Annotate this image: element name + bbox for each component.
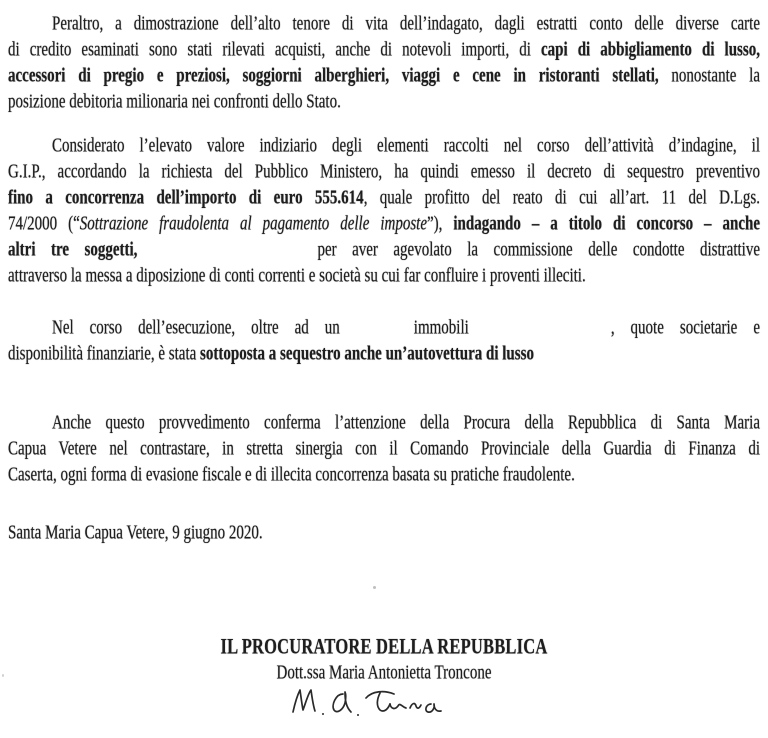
text-segment: nonostante la xyxy=(658,65,760,87)
text-segment: indagando – a titolo di concorso – anche xyxy=(453,213,760,235)
text-segment: capi di abbigliamento di lusso, xyxy=(540,39,760,61)
text-segment: , quale profitto del reato di cui all’art. 11 del D.Lgs. xyxy=(363,187,761,209)
text-segment: Considerato l’elevato valore indiziario degli elementi raccolti nel corso dell’attività d’indagine, il xyxy=(52,135,760,157)
paragraph xyxy=(8,316,760,368)
document-body xyxy=(8,12,760,489)
text-segment: , quote societarie e xyxy=(610,317,760,339)
scan-speck xyxy=(373,586,376,589)
paragraph xyxy=(8,12,760,116)
signature-block xyxy=(8,635,760,723)
text-segment: ”), xyxy=(426,213,454,235)
text-segment: posizione debitoria milionaria nei confronti dello Stato. xyxy=(8,91,341,113)
text-line xyxy=(8,463,760,489)
text-segment: disponibilità finanziarie, è stata xyxy=(8,343,201,365)
handwritten-signature xyxy=(8,687,760,723)
text-segment: 74/2000 (“ xyxy=(8,213,80,235)
text-line xyxy=(8,264,760,290)
text-segment: accessori di pregio e preziosi, soggiorni alberghieri, viaggi e cene in ristoranti stellati, xyxy=(8,65,659,87)
signer-role-text: IL PROCURATORE DELLA REPUBBLICA xyxy=(220,633,548,660)
text-segment: attraverso la messa a diposizione di conti correnti e società su cui far confluire i proventi illeciti. xyxy=(8,265,586,287)
text-segment: Capua Vetere nel contrastare, in stretta sinergia con il Comando Provinciale della Guardia di Finanza di xyxy=(8,438,760,460)
text-line xyxy=(8,342,760,368)
dateline-text: Santa Maria Capua Vetere, 9 giugno 2020. xyxy=(8,522,263,544)
text-segment: G.I.P., accordando la richiesta del Pubblico Ministero, ha quindi emesso il decreto di sequestro preventivo xyxy=(8,161,760,183)
text-segment: Anche questo provvedimento conferma l’attenzione della Procura della Repubblica di Santa Maria xyxy=(52,412,760,434)
text-segment: Caserta, ogni forma di evasione fiscale e di illecita concorrenza basata su pratiche fraudolente. xyxy=(8,464,575,486)
scan-speck xyxy=(2,674,4,677)
signer-name xyxy=(8,661,760,687)
dateline xyxy=(8,521,760,547)
text-line xyxy=(8,90,760,116)
text-segment: altri tre soggetti, xyxy=(8,239,138,261)
text-segment: sottoposta a sequestro anche un’autovettura di lusso xyxy=(200,343,534,365)
signer-name-text: Dott.ssa Maria Antonietta Troncone xyxy=(276,662,492,684)
text-segment: immobili xyxy=(413,317,469,339)
text-segment: Peraltro, a dimostrazione dell’alto tenore di vita dell’indagato, dagli estratti conto delle diverse carte xyxy=(52,13,760,35)
paragraph xyxy=(8,411,760,489)
redaction-gap xyxy=(340,331,414,334)
text-segment: Nel corso dell’esecuzione, oltre ad un xyxy=(52,317,340,339)
redaction-gap xyxy=(137,253,317,256)
text-segment: Sottrazione fraudolenta al pagamento delle imposte xyxy=(79,213,427,235)
text-segment: per aver agevolato la commissione delle condotte distrattive xyxy=(317,239,760,261)
text-segment: di credito esaminati sono stati rilevati acquisti, anche di notevoli importi, di xyxy=(8,39,541,61)
paragraph xyxy=(8,134,760,290)
handwritten-signature-icon xyxy=(287,685,457,719)
redaction-gap xyxy=(469,331,611,334)
text-segment: fino a concorrenza dell’importo di euro 555.614 xyxy=(8,187,364,209)
